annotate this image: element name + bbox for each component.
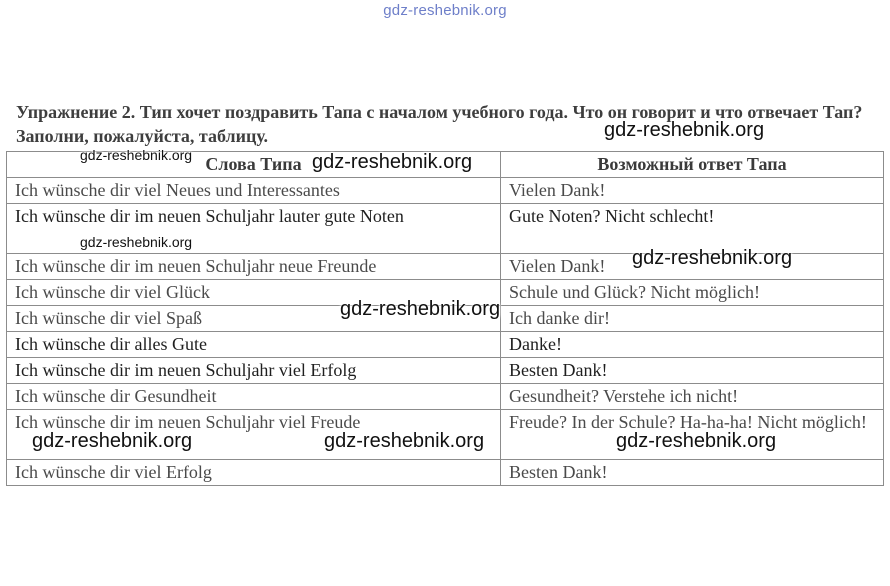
table-row	[7, 254, 884, 280]
watermark-text: gdz-reshebnik.org	[340, 298, 501, 320]
watermark-text: gdz-reshebnik.org	[632, 247, 793, 269]
tip-wish-cell: Ich wünsche dir im neuen Schuljahr neue Freunde	[7, 254, 501, 280]
column-header-tip-words: Слова Типа	[7, 152, 501, 178]
tip-wish-cell: Ich wünsche dir viel Erfolg	[7, 460, 501, 486]
watermark-text: gdz-reshebnik.org	[312, 151, 473, 173]
tap-reply-cell: Danke!	[501, 332, 884, 358]
table-row	[7, 358, 884, 384]
site-header-watermark: gdz-reshebnik.org	[383, 2, 507, 19]
tap-reply-cell: Gesundheit? Verstehe ich nicht!	[501, 384, 884, 410]
tap-reply-cell: Besten Dank!	[501, 460, 884, 486]
table-row	[7, 306, 884, 332]
watermark-text: gdz-reshebnik.org	[80, 147, 193, 163]
tap-reply-cell: Schule und Glück? Nicht möglich!	[501, 280, 884, 306]
exercise-instructions: Упражнение 2. Тип хочет поздравить Тапа с началом учебного года. Что он говорит и что отвечает Тап? Заполни, пожалуйста, таблицу.	[16, 102, 863, 146]
tap-reply-cell: Ich danke dir!	[501, 306, 884, 332]
tip-wish-cell: Ich wünsche dir alles Gute	[7, 332, 501, 358]
watermark-text: gdz-reshebnik.org	[616, 430, 777, 452]
table-header-row	[7, 152, 884, 178]
tip-wish-cell: Ich wünsche dir Gesundheit	[7, 384, 501, 410]
table-row	[7, 178, 884, 204]
tip-wish-cell: Ich wünsche dir viel Spaß	[7, 306, 501, 332]
tip-wish-cell: Ich wünsche dir im neuen Schuljahr viel Freude	[7, 410, 501, 460]
tap-reply-cell: Besten Dank!	[501, 358, 884, 384]
watermark-text: gdz-reshebnik.org	[324, 430, 485, 452]
watermark-text: gdz-reshebnik.org	[604, 119, 765, 141]
watermark-text: gdz-reshebnik.org	[80, 234, 193, 250]
table-row	[7, 460, 884, 486]
watermark-text: gdz-reshebnik.org	[32, 430, 193, 452]
table-row	[7, 280, 884, 306]
table-row	[7, 204, 884, 254]
column-header-tap-reply: Возможный ответ Тапа	[501, 152, 884, 178]
tip-wish-cell: Ich wünsche dir viel Neues und Interessantes	[7, 178, 501, 204]
table-row	[7, 332, 884, 358]
table-row	[7, 384, 884, 410]
tap-reply-cell: Freude? In der Schule? Ha-ha-ha! Nicht möglich!	[501, 410, 884, 460]
tip-wish-cell: Ich wünsche dir viel Glück	[7, 280, 501, 306]
tap-reply-cell: Vielen Dank!	[501, 178, 884, 204]
tap-reply-cell: Vielen Dank!	[501, 254, 884, 280]
table-row	[7, 410, 884, 460]
answer-table	[6, 151, 884, 486]
tip-wish-cell: Ich wünsche dir im neuen Schuljahr lauter gute Noten	[7, 204, 501, 254]
tip-wish-cell: Ich wünsche dir im neuen Schuljahr viel Erfolg	[7, 358, 501, 384]
tap-reply-cell: Gute Noten? Nicht schlecht!	[501, 204, 884, 254]
